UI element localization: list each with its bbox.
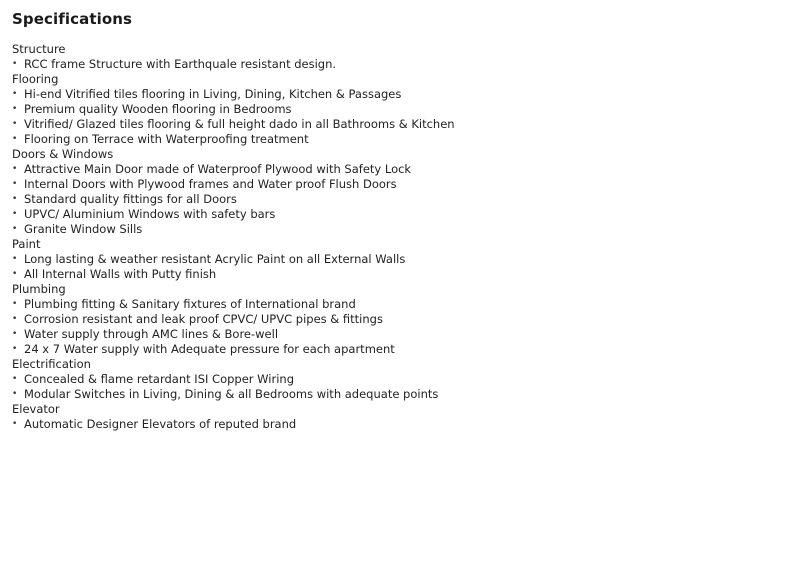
list-item-text: RCC frame Structure with Earthquale resistant design. — [24, 57, 337, 71]
list-item-text: All Internal Walls with Putty finish — [24, 267, 217, 281]
list-item — [12, 312, 788, 327]
list-item-text: Granite Window Sills — [24, 222, 143, 236]
bullet-icon: • — [12, 329, 18, 339]
list-item-text: Corrosion resistant and leak proof CPVC/ UPVC pipes & fittings — [24, 312, 383, 326]
list-item — [12, 192, 788, 207]
section-list — [12, 252, 788, 282]
section-heading: Doors & Windows — [12, 147, 114, 161]
section-doors-windows — [12, 147, 788, 237]
list-item — [12, 102, 788, 117]
list-item-text: Standard quality fittings for all Doors — [24, 192, 237, 206]
list-item — [12, 297, 788, 312]
list-item-text: Concealed & flame retardant ISI Copper Wiring — [24, 372, 294, 386]
list-item — [12, 87, 788, 102]
list-item-text: Long lasting & weather resistant Acrylic Paint on all External Walls — [24, 252, 406, 266]
section-electrification — [12, 357, 788, 402]
bullet-icon: • — [12, 419, 18, 429]
list-item — [12, 162, 788, 177]
bullet-icon: • — [12, 209, 18, 219]
list-item — [12, 117, 788, 132]
list-item — [12, 327, 788, 342]
bullet-icon: • — [12, 374, 18, 384]
section-heading: Flooring — [12, 72, 59, 86]
list-item — [12, 132, 788, 147]
bullet-icon: • — [12, 134, 18, 144]
list-item — [12, 342, 788, 357]
bullet-icon: • — [12, 389, 18, 399]
section-heading: Elevator — [12, 402, 60, 416]
list-item-text: Plumbing fitting & Sanitary fixtures of International brand — [24, 297, 356, 311]
list-item-text: Internal Doors with Plywood frames and Water proof Flush Doors — [24, 177, 397, 191]
list-item-text: Flooring on Terrace with Waterproofing treatment — [24, 132, 309, 146]
section-structure — [12, 42, 788, 72]
section-list — [12, 57, 788, 72]
bullet-icon: • — [12, 344, 18, 354]
list-item — [12, 57, 788, 72]
section-list — [12, 87, 788, 147]
list-item — [12, 372, 788, 387]
list-item-text: Water supply through AMC lines & Bore-well — [24, 327, 279, 341]
list-item-text: Hi-end Vitrified tiles flooring in Living, Dining, Kitchen & Passages — [24, 87, 402, 101]
section-list — [12, 297, 788, 357]
section-heading: Electrification — [12, 357, 91, 371]
section-heading: Paint — [12, 237, 41, 251]
bullet-icon: • — [12, 179, 18, 189]
list-item — [12, 387, 788, 402]
bullet-icon: • — [12, 269, 18, 279]
section-heading: Plumbing — [12, 282, 66, 296]
section-flooring — [12, 72, 788, 147]
list-item-text: Modular Switches in Living, Dining & all Bedrooms with adequate points — [24, 387, 439, 401]
section-plumbing — [12, 282, 788, 357]
bullet-icon: • — [12, 164, 18, 174]
section-paint — [12, 237, 788, 282]
section-list — [12, 162, 788, 237]
list-item-text: Vitrified/ Glazed tiles flooring & full height dado in all Bathrooms & Kitchen — [24, 117, 455, 131]
list-item — [12, 207, 788, 222]
list-item-text: Automatic Designer Elevators of reputed brand — [24, 417, 297, 431]
section-list — [12, 417, 788, 432]
bullet-icon: • — [12, 194, 18, 204]
list-item — [12, 417, 788, 432]
bullet-icon: • — [12, 224, 18, 234]
list-item-text: 24 x 7 Water supply with Adequate pressure for each apartment — [24, 342, 395, 356]
bullet-icon: • — [12, 119, 18, 129]
section-heading: Structure — [12, 42, 66, 56]
list-item-text: UPVC/ Aluminium Windows with safety bars — [24, 207, 276, 221]
bullet-icon: • — [12, 59, 18, 69]
bullet-icon: • — [12, 299, 18, 309]
list-item — [12, 177, 788, 192]
list-item-text: Attractive Main Door made of Waterproof Plywood with Safety Lock — [24, 162, 412, 176]
list-item — [12, 252, 788, 267]
bullet-icon: • — [12, 314, 18, 324]
list-item — [12, 267, 788, 282]
bullet-icon: • — [12, 89, 18, 99]
bullet-icon: • — [12, 104, 18, 114]
page-title: Specifications — [12, 10, 133, 28]
bullet-icon: • — [12, 254, 18, 264]
section-list — [12, 372, 788, 402]
section-elevator — [12, 402, 788, 432]
list-item — [12, 222, 788, 237]
list-item-text: Premium quality Wooden flooring in Bedrooms — [24, 102, 292, 116]
